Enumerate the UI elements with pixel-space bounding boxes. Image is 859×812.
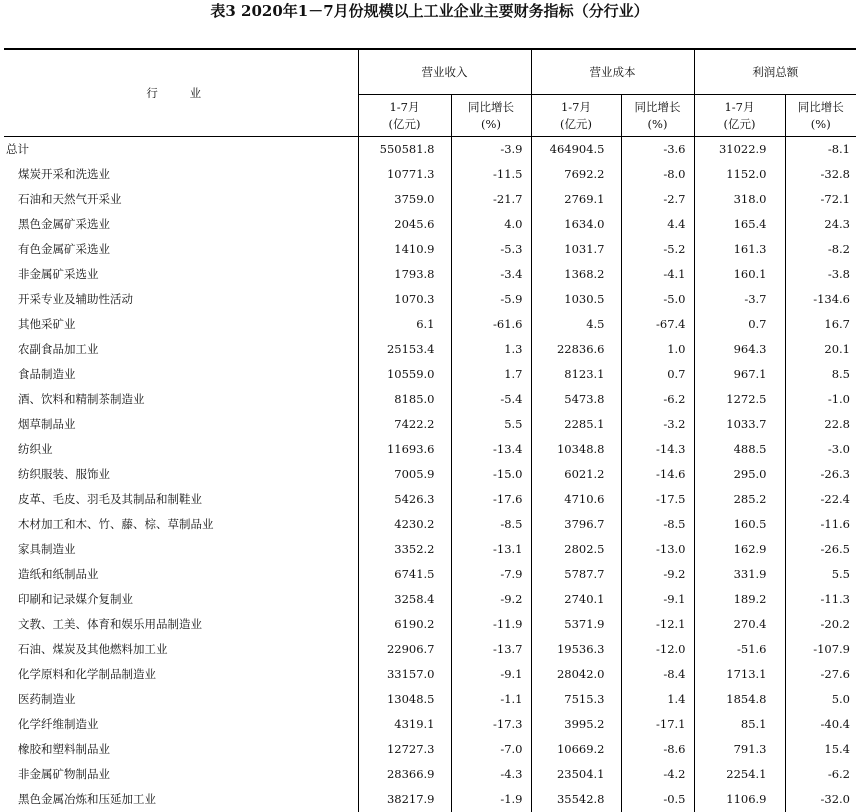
table-row	[4, 762, 856, 787]
cost-value: 10669.2	[531, 737, 621, 762]
cost-value: 22836.6	[531, 337, 621, 362]
profit-value: 189.2	[694, 587, 785, 612]
cost-value: 8123.1	[531, 362, 621, 387]
revenue-growth: 1.7	[451, 362, 531, 387]
industry-name: 橡胶和塑料制品业	[4, 737, 358, 762]
profit-growth: -72.1	[785, 187, 856, 212]
profit-growth: -11.3	[785, 587, 856, 612]
revenue-value: 6.1	[358, 312, 451, 337]
revenue-growth: -7.0	[451, 737, 531, 762]
revenue-growth: -7.9	[451, 562, 531, 587]
revenue-value: 1793.8	[358, 262, 451, 287]
profit-growth: -3.8	[785, 262, 856, 287]
table-row	[4, 587, 856, 612]
revenue-value: 4319.1	[358, 712, 451, 737]
profit-growth-subheader	[785, 95, 856, 137]
industry-name: 有色金属矿采选业	[4, 237, 358, 262]
profit-growth: -3.0	[785, 437, 856, 462]
revenue-growth: -8.5	[451, 512, 531, 537]
revenue-growth: -4.3	[451, 762, 531, 787]
profit-value: 1713.1	[694, 662, 785, 687]
profit-growth: 20.1	[785, 337, 856, 362]
cost-growth: -13.0	[621, 537, 694, 562]
profit-value: 165.4	[694, 212, 785, 237]
revenue-value: 6190.2	[358, 612, 451, 637]
cost-growth: 4.4	[621, 212, 694, 237]
revenue-growth: -17.3	[451, 712, 531, 737]
cost-value: 6021.2	[531, 462, 621, 487]
table-row	[4, 312, 856, 337]
industry-name: 家具制造业	[4, 537, 358, 562]
revenue-value: 3352.2	[358, 537, 451, 562]
revenue-growth-subheader	[451, 95, 531, 137]
cost-growth: 0.7	[621, 362, 694, 387]
cost-growth: -5.2	[621, 237, 694, 262]
revenue-growth: -3.4	[451, 262, 531, 287]
growth-label: 同比增长	[786, 99, 857, 116]
revenue-value: 6741.5	[358, 562, 451, 587]
profit-value: 0.7	[694, 312, 785, 337]
table-row	[4, 162, 856, 187]
profit-growth: -8.2	[785, 237, 856, 262]
profit-growth: -107.9	[785, 637, 856, 662]
cost-value: 10348.8	[531, 437, 621, 462]
revenue-growth: 5.5	[451, 412, 531, 437]
revenue-growth: -15.0	[451, 462, 531, 487]
cost-value: 2285.1	[531, 412, 621, 437]
cost-header: 营业成本	[531, 49, 694, 95]
period-label: 1-7月	[359, 99, 451, 116]
profit-value: 964.3	[694, 337, 785, 362]
revenue-header: 营业收入	[358, 49, 531, 95]
profit-value: 967.1	[694, 362, 785, 387]
revenue-growth: -5.3	[451, 237, 531, 262]
revenue-value: 22906.7	[358, 637, 451, 662]
industry-name: 造纸和纸制品业	[4, 562, 358, 587]
profit-growth: -40.4	[785, 712, 856, 737]
cost-value: 5473.8	[531, 387, 621, 412]
revenue-growth: -17.6	[451, 487, 531, 512]
revenue-value: 38217.9	[358, 787, 451, 812]
cost-growth: -2.7	[621, 187, 694, 212]
cost-growth: -8.6	[621, 737, 694, 762]
header-row-groups	[4, 49, 856, 95]
cost-value: 2769.1	[531, 187, 621, 212]
cost-value: 35542.8	[531, 787, 621, 812]
cost-growth: -17.1	[621, 712, 694, 737]
cost-growth: -0.5	[621, 787, 694, 812]
revenue-growth: -61.6	[451, 312, 531, 337]
profit-growth: -8.1	[785, 137, 856, 163]
industry-name: 其他采矿业	[4, 312, 358, 337]
industry-header: 行 业	[4, 49, 358, 137]
cost-value: 464904.5	[531, 137, 621, 163]
revenue-growth: -3.9	[451, 137, 531, 163]
profit-header: 利润总额	[694, 49, 856, 95]
profit-growth: -11.6	[785, 512, 856, 537]
industry-name: 化学原料和化学制品制造业	[4, 662, 358, 687]
profit-value: 85.1	[694, 712, 785, 737]
industry-name: 非金属矿物制品业	[4, 762, 358, 787]
industry-name: 石油和天然气开采业	[4, 187, 358, 212]
revenue-growth: -11.5	[451, 162, 531, 187]
profit-value: 2254.1	[694, 762, 785, 787]
profit-value: 295.0	[694, 462, 785, 487]
table-row	[4, 512, 856, 537]
industry-name: 木材加工和木、竹、藤、棕、草制品业	[4, 512, 358, 537]
profit-growth: -1.0	[785, 387, 856, 412]
table-row	[4, 287, 856, 312]
industry-name: 皮革、毛皮、羽毛及其制品和制鞋业	[4, 487, 358, 512]
cost-growth: -5.0	[621, 287, 694, 312]
cost-value: 1634.0	[531, 212, 621, 237]
profit-value: 1272.5	[694, 387, 785, 412]
industry-name: 煤炭开采和洗选业	[4, 162, 358, 187]
profit-value: 162.9	[694, 537, 785, 562]
cost-growth: -8.5	[621, 512, 694, 537]
revenue-value: 5426.3	[358, 487, 451, 512]
profit-value: -51.6	[694, 637, 785, 662]
industry-name: 医药制造业	[4, 687, 358, 712]
cost-value: 2802.5	[531, 537, 621, 562]
profit-growth: 15.4	[785, 737, 856, 762]
profit-value: 488.5	[694, 437, 785, 462]
cost-growth-subheader	[621, 95, 694, 137]
profit-value: 1854.8	[694, 687, 785, 712]
profit-value: 1106.9	[694, 787, 785, 812]
cost-value: 3796.7	[531, 512, 621, 537]
unit-label: (%)	[452, 116, 531, 133]
industry-name: 石油、煤炭及其他燃料加工业	[4, 637, 358, 662]
revenue-growth: -9.2	[451, 587, 531, 612]
revenue-value: 7422.2	[358, 412, 451, 437]
cost-growth: -9.1	[621, 587, 694, 612]
cost-value: 28042.0	[531, 662, 621, 687]
table-row	[4, 562, 856, 587]
revenue-amount-subheader	[358, 95, 451, 137]
profit-growth: -22.4	[785, 487, 856, 512]
growth-label: 同比增长	[452, 99, 531, 116]
cost-growth: -12.1	[621, 612, 694, 637]
profit-value: 1033.7	[694, 412, 785, 437]
industry-name: 文教、工美、体育和娱乐用品制造业	[4, 612, 358, 637]
revenue-value: 3258.4	[358, 587, 451, 612]
table-row	[4, 687, 856, 712]
revenue-value: 13048.5	[358, 687, 451, 712]
profit-growth: -32.0	[785, 787, 856, 812]
industry-name: 纺织业	[4, 437, 358, 462]
profit-growth: 24.3	[785, 212, 856, 237]
unit-label: (亿元)	[532, 116, 621, 133]
cost-value: 23504.1	[531, 762, 621, 787]
revenue-growth: -1.1	[451, 687, 531, 712]
cost-growth: -4.2	[621, 762, 694, 787]
industry-name: 黑色金属矿采选业	[4, 212, 358, 237]
revenue-value: 1410.9	[358, 237, 451, 262]
profit-value: 160.5	[694, 512, 785, 537]
profit-growth: -27.6	[785, 662, 856, 687]
revenue-growth: 4.0	[451, 212, 531, 237]
table-title: 表3 2020年1－7月份规模以上工业企业主要财务指标（分行业）	[0, 0, 859, 24]
industry-name: 烟草制品业	[4, 412, 358, 437]
table-row	[4, 412, 856, 437]
revenue-growth: -9.1	[451, 662, 531, 687]
revenue-value: 3759.0	[358, 187, 451, 212]
cost-growth: -14.3	[621, 437, 694, 462]
table-row	[4, 737, 856, 762]
profit-value: 1152.0	[694, 162, 785, 187]
period-label: 1-7月	[532, 99, 621, 116]
growth-label: 同比增长	[622, 99, 694, 116]
table-row	[4, 637, 856, 662]
cost-growth: -3.2	[621, 412, 694, 437]
cost-growth: 1.0	[621, 337, 694, 362]
industry-name: 酒、饮料和精制茶制造业	[4, 387, 358, 412]
revenue-value: 2045.6	[358, 212, 451, 237]
profit-value: 161.3	[694, 237, 785, 262]
table-row	[4, 262, 856, 287]
profit-value: -3.7	[694, 287, 785, 312]
profit-value: 31022.9	[694, 137, 785, 163]
revenue-value: 10771.3	[358, 162, 451, 187]
period-label: 1-7月	[695, 99, 785, 116]
cost-value: 1031.7	[531, 237, 621, 262]
table-row	[4, 662, 856, 687]
table-body	[4, 137, 856, 812]
revenue-growth: -11.9	[451, 612, 531, 637]
revenue-value: 10559.0	[358, 362, 451, 387]
table-row	[4, 387, 856, 412]
revenue-growth: -5.4	[451, 387, 531, 412]
table-row	[4, 437, 856, 462]
unit-label: (亿元)	[695, 116, 785, 133]
profit-growth: -26.5	[785, 537, 856, 562]
cost-growth: -4.1	[621, 262, 694, 287]
profit-value: 270.4	[694, 612, 785, 637]
financial-indicators-table	[4, 48, 856, 812]
table-row	[4, 237, 856, 262]
industry-name: 食品制造业	[4, 362, 358, 387]
profit-value: 285.2	[694, 487, 785, 512]
table-row	[4, 137, 856, 163]
cost-value: 19536.3	[531, 637, 621, 662]
profit-growth: 22.8	[785, 412, 856, 437]
table-row	[4, 712, 856, 737]
profit-value: 160.1	[694, 262, 785, 287]
revenue-value: 1070.3	[358, 287, 451, 312]
cost-growth: -9.2	[621, 562, 694, 587]
revenue-value: 4230.2	[358, 512, 451, 537]
revenue-value: 33157.0	[358, 662, 451, 687]
profit-growth: 5.5	[785, 562, 856, 587]
table-row	[4, 537, 856, 562]
cost-value: 4710.6	[531, 487, 621, 512]
profit-value: 331.9	[694, 562, 785, 587]
cost-value: 5787.7	[531, 562, 621, 587]
unit-label: (%)	[786, 116, 857, 133]
table-row	[4, 187, 856, 212]
revenue-value: 12727.3	[358, 737, 451, 762]
revenue-value: 8185.0	[358, 387, 451, 412]
revenue-value: 28366.9	[358, 762, 451, 787]
profit-amount-subheader	[694, 95, 785, 137]
cost-amount-subheader	[531, 95, 621, 137]
profit-value: 791.3	[694, 737, 785, 762]
table-row	[4, 337, 856, 362]
cost-value: 1030.5	[531, 287, 621, 312]
cost-value: 1368.2	[531, 262, 621, 287]
cost-growth: -14.6	[621, 462, 694, 487]
revenue-growth: -13.7	[451, 637, 531, 662]
cost-value: 3995.2	[531, 712, 621, 737]
unit-label: (亿元)	[359, 116, 451, 133]
revenue-growth: -1.9	[451, 787, 531, 812]
cost-value: 7515.3	[531, 687, 621, 712]
cost-growth: -67.4	[621, 312, 694, 337]
profit-growth: -26.3	[785, 462, 856, 487]
revenue-growth: 1.3	[451, 337, 531, 362]
revenue-growth: -5.9	[451, 287, 531, 312]
profit-value: 318.0	[694, 187, 785, 212]
profit-growth: 16.7	[785, 312, 856, 337]
table-row	[4, 787, 856, 812]
industry-name: 开采专业及辅助性活动	[4, 287, 358, 312]
industry-name: 总计	[4, 137, 358, 163]
cost-growth: -8.4	[621, 662, 694, 687]
profit-growth: -32.8	[785, 162, 856, 187]
industry-name: 农副食品加工业	[4, 337, 358, 362]
profit-growth: 8.5	[785, 362, 856, 387]
revenue-growth: -13.4	[451, 437, 531, 462]
table-row	[4, 362, 856, 387]
revenue-value: 550581.8	[358, 137, 451, 163]
industry-name: 非金属矿采选业	[4, 262, 358, 287]
cost-growth: -12.0	[621, 637, 694, 662]
revenue-value: 11693.6	[358, 437, 451, 462]
unit-label: (%)	[622, 116, 694, 133]
revenue-growth: -21.7	[451, 187, 531, 212]
profit-growth: -6.2	[785, 762, 856, 787]
profit-growth: -20.2	[785, 612, 856, 637]
cost-growth: -6.2	[621, 387, 694, 412]
revenue-value: 25153.4	[358, 337, 451, 362]
cost-growth: -8.0	[621, 162, 694, 187]
cost-growth: -17.5	[621, 487, 694, 512]
industry-name: 黑色金属冶炼和压延加工业	[4, 787, 358, 812]
cost-growth: 1.4	[621, 687, 694, 712]
cost-value: 2740.1	[531, 587, 621, 612]
cost-value: 7692.2	[531, 162, 621, 187]
industry-name: 化学纤维制造业	[4, 712, 358, 737]
cost-value: 5371.9	[531, 612, 621, 637]
profit-growth: -134.6	[785, 287, 856, 312]
cost-value: 4.5	[531, 312, 621, 337]
table-row	[4, 462, 856, 487]
table-row	[4, 487, 856, 512]
revenue-value: 7005.9	[358, 462, 451, 487]
profit-growth: 5.0	[785, 687, 856, 712]
table-row	[4, 612, 856, 637]
industry-name: 印刷和记录媒介复制业	[4, 587, 358, 612]
industry-name: 纺织服装、服饰业	[4, 462, 358, 487]
table-row	[4, 212, 856, 237]
revenue-growth: -13.1	[451, 537, 531, 562]
cost-growth: -3.6	[621, 137, 694, 163]
